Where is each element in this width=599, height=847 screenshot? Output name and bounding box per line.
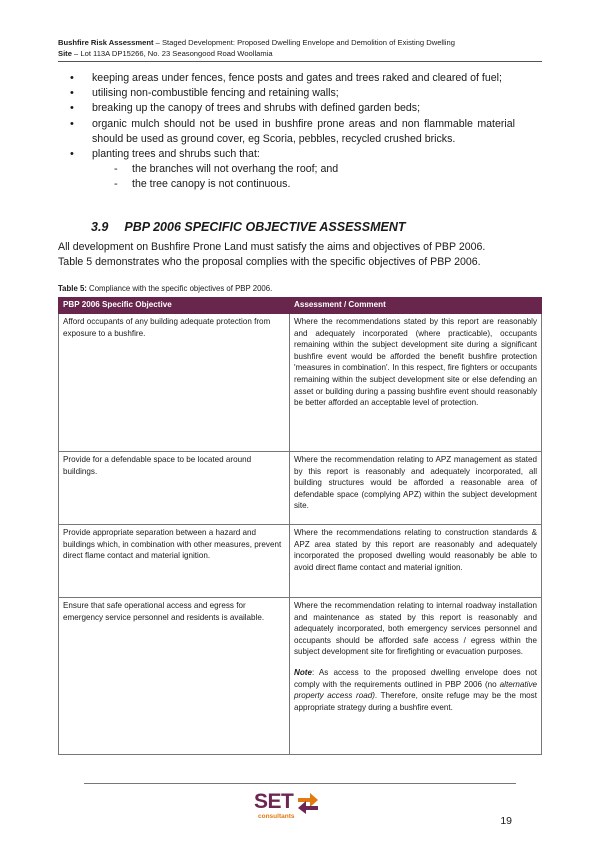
recommendation-bullet-list — [70, 71, 515, 193]
header-title-bold: Bushfire Risk Assessment — [58, 38, 154, 47]
bullet-item — [70, 147, 515, 193]
comment-cell — [290, 314, 542, 452]
table-caption — [58, 284, 272, 293]
intro-line: All development on Bushfire Prone Land must satisfy the aims and objectives of PBP 2006. — [58, 241, 486, 253]
bullet-item: • breaking up the canopy of trees and shrubs with defined garden beds; — [70, 101, 515, 116]
logo-wordmark: SET — [254, 790, 294, 813]
table-row — [59, 525, 542, 598]
note-text-before: : As access to the proposed dwelling envelope does not comply with the requirements outlined in PBP 2006 (no — [294, 667, 537, 689]
running-header — [58, 37, 538, 59]
note-paragraph — [294, 667, 537, 713]
page-number: 19 — [500, 815, 512, 827]
caption-text: Compliance with the specific objectives of PBP 2006. — [86, 284, 273, 293]
table-row — [59, 452, 542, 525]
header-title-line — [58, 37, 538, 48]
column-header-assessment: Assessment / Comment — [290, 298, 542, 314]
table-row — [59, 314, 542, 452]
comment-text: Where the recommendation relating to internal roadway installation and maintenance as stated by this report is reasonably and adequately incorporated, both emergency services personnel and occupants should be afforded safe access / egress within the subject development site for firefighting or evacuation purposes. — [294, 601, 537, 657]
header-site-rest: – Lot 113A DP15266, No. 23 Seasongood Road Woollamia — [71, 49, 273, 58]
sub-bullet-item: - the branches will not overhang the roof; and — [114, 162, 515, 177]
section-number: 3.9 — [91, 220, 109, 234]
note-label: Note — [294, 667, 312, 677]
logo-subtext: consultants — [258, 813, 295, 820]
objective-cell: Provide for a defendable space to be located around buildings. — [59, 452, 290, 525]
header-divider — [58, 61, 542, 62]
comment-text: Where the recommendations relating to construction standards & APZ area stated by this report are reasonably and adequately incorporated the proposed dwelling would reasonably be able to avoid direct flame contact and material ignition. — [294, 528, 537, 572]
section-title: PBP 2006 SPECIFIC OBJECTIVE ASSESSMENT — [124, 220, 406, 234]
logo-arrows-icon — [296, 792, 320, 814]
intro-paragraph — [58, 240, 508, 271]
footer-divider — [84, 783, 516, 784]
comment-cell — [290, 452, 542, 525]
sub-bullet-item: - the tree canopy is not continuous. — [114, 177, 515, 192]
bullet-item-text: planting trees and shrubs such that: — [92, 148, 260, 161]
note-text-after: . Therefore, onsite refuge may be the most appropriate strategy during a bushfire event. — [294, 691, 537, 712]
objective-cell: Ensure that safe operational access and egress for emergency service personnel and residents is available. — [59, 598, 290, 755]
set-consultants-logo — [254, 790, 334, 824]
objective-cell: Provide appropriate separation between a hazard and buildings which, in combination with other measures, prevent direct flame contact and material ignition. — [59, 525, 290, 598]
header-site-line — [58, 48, 538, 59]
comment-text: Where the recommendation relating to APZ management as stated by this report is reasonably and adequately incorporated, all building structures would be afforded a reasonable area of defendable space (complying APZ) within the subject development site. — [294, 455, 537, 511]
table-header-row — [59, 298, 542, 314]
comment-cell — [290, 525, 542, 598]
compliance-table — [58, 297, 542, 755]
header-title-rest: – Staged Development: Proposed Dwelling Envelope and Demolition of Existing Dwelling — [153, 38, 455, 47]
bullet-item: • organic mulch should not be used in bushfire prone areas and non flammable material should be used as ground cover, eg Scoria, pebbles, recycled crushed bricks. — [70, 117, 515, 147]
table-row — [59, 598, 542, 755]
intro-line: Table 5 demonstrates who the proposal complies with the specific objectives of PBP 2006. — [58, 256, 481, 269]
comment-cell — [290, 598, 542, 755]
bullet-item: • utilising non-combustible fencing and retaining walls; — [70, 86, 515, 101]
objective-cell: Afford occupants of any building adequate protection from exposure to a bushfire. — [59, 314, 290, 452]
sub-bullet-list — [92, 162, 515, 192]
bullet-item: • keeping areas under fences, fence posts and gates and trees raked and cleared of fuel; — [70, 71, 515, 86]
caption-label: Table 5: — [58, 284, 87, 293]
comment-text: Where the recommendations stated by this report are reasonably and adequately incorporated (where practicable), occupants remaining within the subject development site during a significant bushfire event would be afforded the benefit bushfire protection 'measures in combination'. In this respect, fire fighters or occupants remaining within the subject development site or else defending an asset or building during a passing bushfire event should reasonably be better afforded an acceptable level of protection. — [294, 317, 537, 408]
section-heading — [91, 220, 422, 234]
header-site-bold: Site — [58, 49, 72, 58]
column-header-objective: PBP 2006 Specific Objective — [59, 298, 290, 314]
note-text-italic: alternative property access road) — [294, 679, 537, 701]
